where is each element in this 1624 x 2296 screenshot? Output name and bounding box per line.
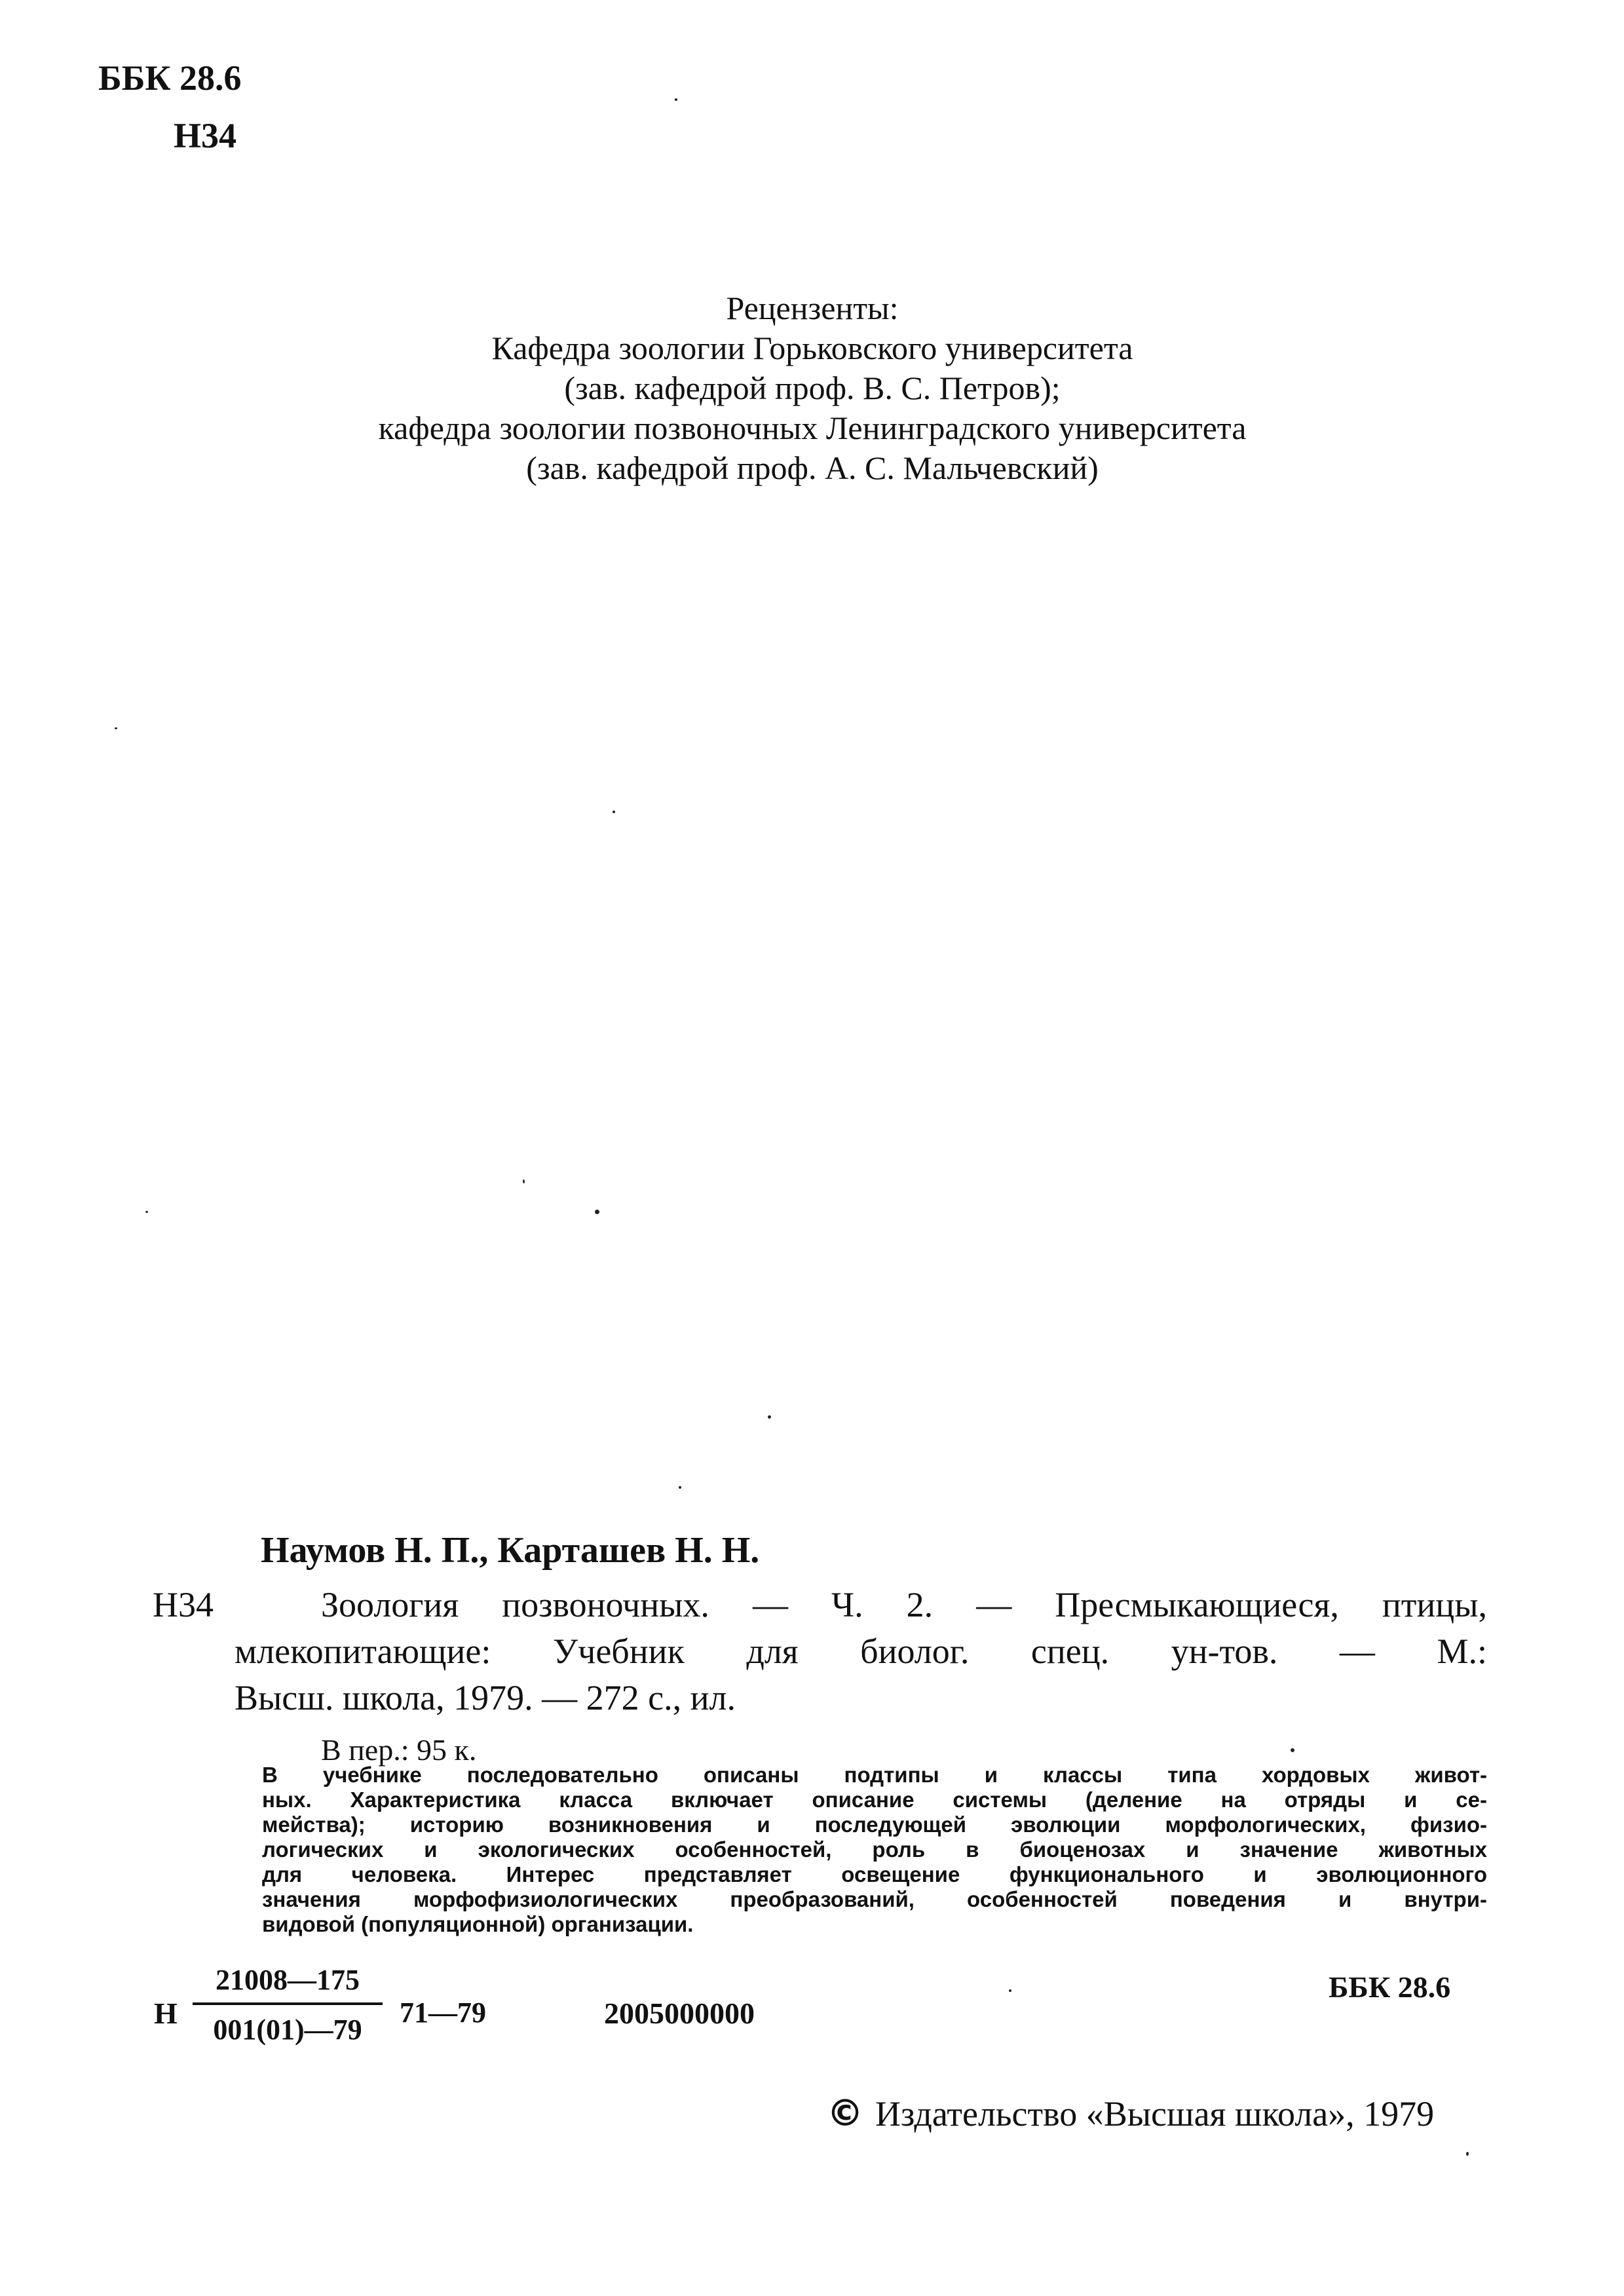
abstract-line: видовой (популяционной) организации. [262,1912,694,1936]
scan-speck [675,98,677,101]
scan-speck [679,1486,681,1489]
abstract-line: значения морфофизиологических преобразований, особенностей поведения и внутри- [262,1887,1487,1911]
catalog-index: Н34 [153,1585,214,1624]
abstract [262,1763,1487,1937]
scan-speck [768,1415,771,1419]
copyright-line [827,2092,1435,2135]
scan-speck [613,811,615,813]
scan-speck [523,1179,525,1183]
fraction-denominator: 001(01)—79 [213,2014,362,2046]
bbk-classification: ББК 28.6 [98,58,242,98]
reviewers-title: Рецензенты: [726,290,899,326]
catalog-authors: Наумов Н. П., Карташев Н. Н. [261,1530,760,1571]
abstract-line: логических и экологических особенностей, роль в биоценозах и значение животных [262,1837,1487,1862]
copyright-icon: © [827,2092,863,2135]
copyright-text: Издательство «Высшая школа», 1979 [875,2094,1435,2133]
code-suffix: 71—79 [400,1997,486,2029]
catalog-entry [235,1582,1487,1721]
scan-speck [595,1210,599,1214]
scan-speck [1009,1989,1011,1992]
reviewer-line: (зав. кафедрой проф. В. С. Петров); [564,370,1061,406]
entry-line: млекопитающие: Учебник для биолог. спец. ун-тов. — М.: [235,1632,1487,1671]
abstract-line: В учебнике последовательно описаны подтипы и классы типа хордовых живот- [262,1763,1487,1787]
scan-speck [1291,1748,1294,1752]
abstract-line: мейства); историю возникновения и последующей эволюции морфологических, физио- [262,1812,1487,1837]
code-letter: Н [154,1997,178,2030]
fraction-numerator: 21008—175 [193,1966,383,2005]
scan-speck [115,727,117,729]
scan-speck [145,1211,148,1213]
bbk-bottom: ББК 28.6 [1329,1970,1451,2004]
author-code: Н34 [174,116,237,155]
reviewer-line: кафедра зоологии позвоночных Ленинградского университета [378,410,1247,446]
code-fraction [193,1966,383,2044]
entry-line: Высш. школа, 1979. — 272 с., ил. [235,1678,736,1717]
price: В пер.: 95 к. [321,1733,477,1767]
abstract-line: для человека. Интерес представляет освещение функционального и эволюционного [262,1862,1487,1886]
code-number: 2005000000 [604,1997,755,2030]
reviewer-line: (зав. кафедрой проф. А. С. Мальчевский) [526,450,1099,486]
reviewers-block [275,288,1350,488]
entry-line: Зоология позвоночных. — Ч. 2. — Пресмыкающиеся, птицы, [321,1585,1487,1624]
scan-speck [1466,2152,1469,2156]
reviewer-line: Кафедра зоологии Горьковского университета [491,330,1133,366]
abstract-line: ных. Характеристика класса включает описание системы (деление на отряды и се- [262,1788,1487,1812]
